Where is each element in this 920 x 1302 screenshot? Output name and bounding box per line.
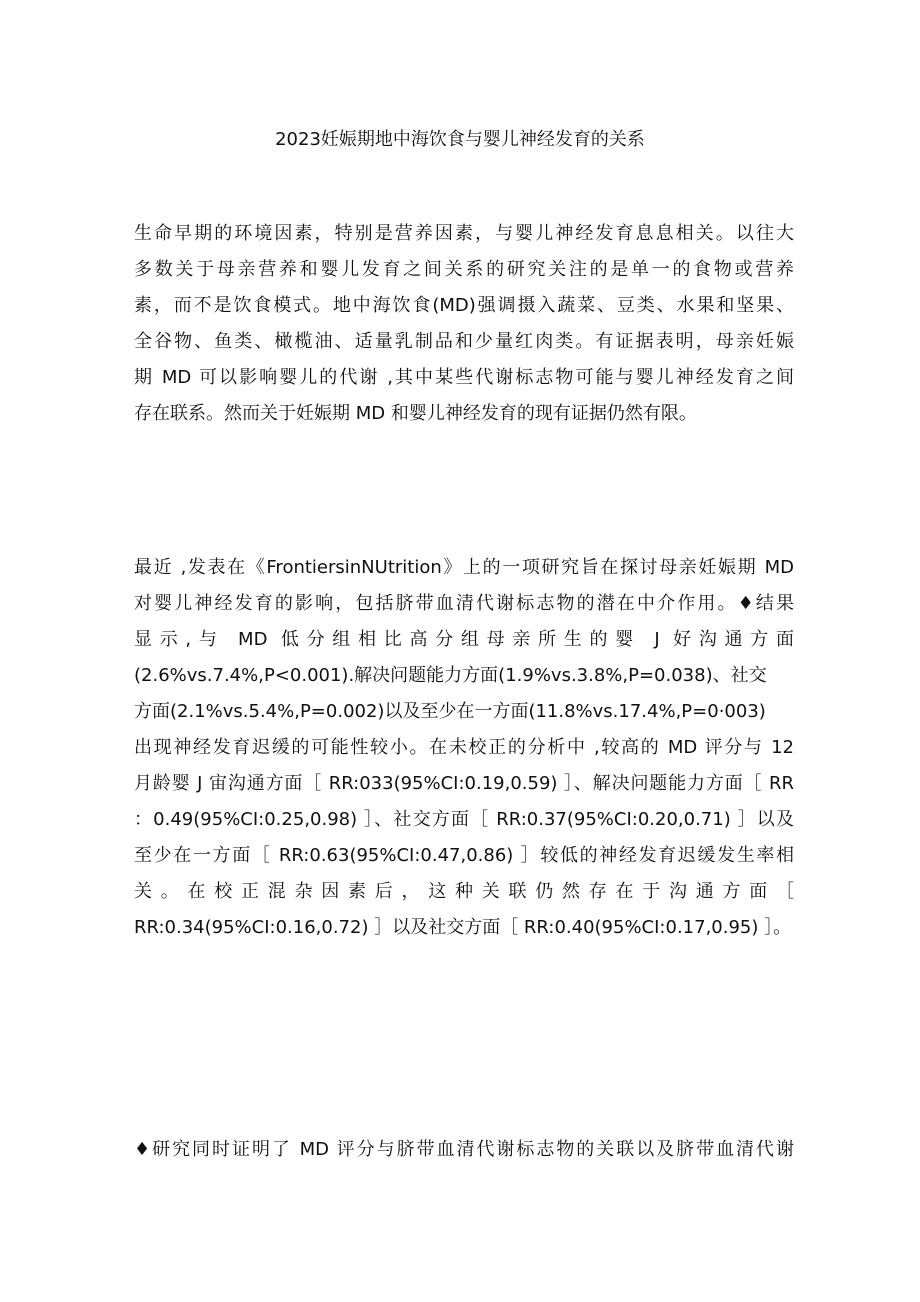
document-title: 2023妊娠期地中海饮食与婴儿神经发育的关系 <box>275 129 645 150</box>
paragraph-line: 最近 ,发表在《FrontiersinNUtrition》上的一项研究旨在探讨母亲妊娠期 MD <box>134 557 794 578</box>
paragraph-line: RR:0.34(95%CI:0.16,0.72) ］以及社交方面［ RR:0.40(95%CI:0.17,0.95) ］。 <box>134 917 792 938</box>
paragraph-line: 对婴儿神经发育的影响，包括脐带血清代谢标志物的潜在中介作用。♦结果 <box>134 593 794 614</box>
paragraph-line: (2.6%vs.7.4%,P<0.001).解决问题能力方面(1.9%vs.3.8%,P=0.038)、社交 <box>134 665 767 686</box>
paragraph-2 <box>134 550 794 946</box>
paragraph-line: 素，而不是饮食模式。地中海饮食(MD)强调摄入蔬菜、豆类、水果和坚果、 <box>134 295 794 316</box>
paragraph-line: ♦研究同时证明了 MD 评分与脐带血清代谢标志物的关联以及脐带血清代谢 <box>134 1139 794 1160</box>
paragraph-line: 月龄婴 J 宙沟通方面［ RR:033(95%CI:0.19,0.59) ］、解决问题能力方面［ RR <box>134 773 794 794</box>
paragraph-line: 生命早期的环境因素，特别是营养因素，与婴儿神经发育息息相关。以往大 <box>134 223 794 244</box>
paragraph-line: 全谷物、鱼类、橄榄油、适量乳制品和少量红肉类。有证据表明，母亲妊娠 <box>134 331 794 352</box>
paragraph-line: ：0.49(95%CI:0.25,0.98) ］、社交方面［ RR:0.37(95%CI:0.20,0.71) ］以及 <box>134 809 794 830</box>
paragraph-1 <box>134 216 794 432</box>
paragraph-line: 期 MD 可以影响婴儿的代谢 ,其中某些代谢标志物可能与婴儿神经发育之间 <box>134 367 794 388</box>
paragraph-line: 多数关于母亲营养和婴儿发育之间关系的研究关注的是单一的食物或营养 <box>134 259 794 280</box>
paragraph-line: 显示,与 MD 低分组相比高分组母亲所生的婴 J 好沟通方面 <box>134 629 794 650</box>
paragraph-3 <box>134 1132 794 1168</box>
paragraph-line: 存在联系。然而关于妊娠期 MD 和婴儿神经发育的现有证据仍然有限。 <box>134 403 697 424</box>
paragraph-line: 关。在校正混杂因素后，这种关联仍然存在于沟通方面［ <box>134 881 794 902</box>
paragraph-line: 方面(2.1%vs.5.4%,P=0.002)以及至少在一方面(11.8%vs.17.4%,P=0·003) <box>134 701 766 722</box>
paragraph-line: 出现神经发育迟缓的可能性较小。在未校正的分析中 ,较高的 MD 评分与 12 <box>134 737 794 758</box>
paragraph-line: 至少在一方面［ RR:0.63(95%CI:0.47,0.86) ］较低的神经发育迟缓发生率相 <box>134 845 794 866</box>
